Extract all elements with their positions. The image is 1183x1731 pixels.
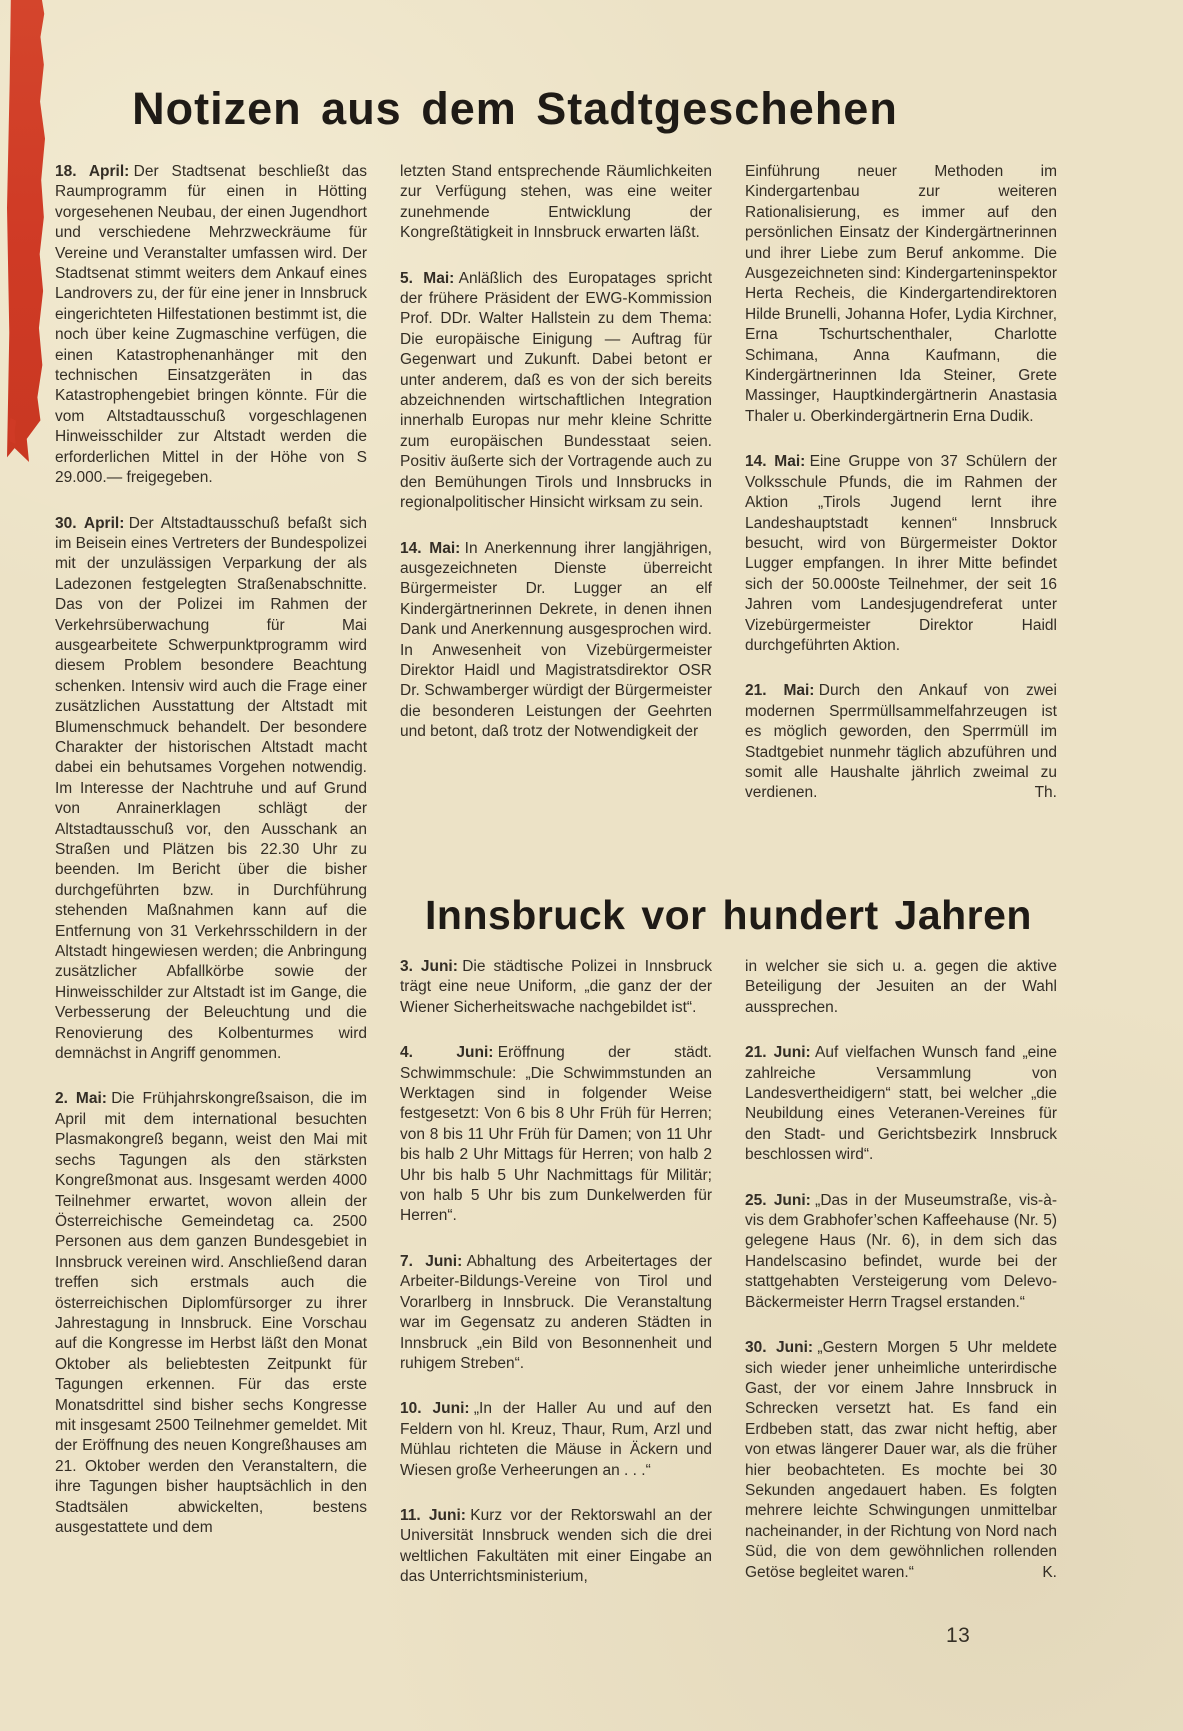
author-initials: Th. bbox=[1034, 784, 1057, 802]
news-item-continuation bbox=[745, 957, 1057, 1018]
news-item-text: In Anerkennung ihrer langjährigen, ausgezeichneten Dienste überreicht Bürgermeister Dr. Lugger an elf Kindergärtnerinnen Dekrete, in denen ihnen Dank und Anerkennung ausgesprochen wird. In Anwesenheit von Vizebürgermeister Direktor Haidl und Magistratsdirektor OSR Dr. Schwamberger würdigt der Bürgermeister die besonderen Leistungen der Geehrten und betont, daß trotz der Notwendigkeit der bbox=[400, 539, 712, 741]
section-title-stadtgeschehen: Notizen aus dem Stadtgeschehen bbox=[132, 83, 898, 134]
page-number: 13 bbox=[946, 1624, 971, 1647]
news-item-text: Die Frühjahrskongreßsaison, die im April mit dem international besuchten Plasmakongreß begann, weist den Mai mit sechs Tagungen als den stärksten Kongreßmonat aus. Insgesamt werden 4000 Teilnehmer erwartet, wovon allein der Österreichische Gemeindetag ca. 2500 Personen aus dem ganzen Bundesgebiet in Innsbruck vereinen wird. Anschließend daran treffen sich erstmals auch die österreichischen Diplomfürsorger zu ihrer Jahrestagung in Innsbruck. Eine Vorschau auf die Kongresse im Herbst läßt den Monat Oktober als beliebtesten Zeitpunkt für Tagungen erkennen. Für das erste Monatsdrittel sind bisher sechs Kongresse mit insgesamt 2500 Teilnehmer gemeldet. Mit der Eröffnung des neuen Kongreßhauses am 21. Oktober werden den Veranstaltern, die ihre Tagungen bisher hauptsächlich in den Stadtsälen abwickelten, bestens ausgestattete und dem bbox=[55, 1090, 368, 1536]
news-item-date: 11. Juni: bbox=[400, 1506, 466, 1524]
news-item-text: Anläßlich des Europatages spricht der frühere Präsident der EWG-Kommission Prof. DDr. Walter Hallstein zu dem Thema: Die europäische Einigung — Auftrag für Gegenwart und Zukunft. Dabei betont er unter anderem, daß es von der sich bereits abzeichnenden wirtschaftlichen Integration innerhalb Europas nur mehr kleine Schritte zum europäischen Bundesstaat seien. Positiv äußerte sich der Vortragende auch zu den Bemühungen Tirols und Innsbrucks in regionalpolitischer Hinsicht wirksam zu sein. bbox=[400, 269, 712, 512]
news-item-11-juni bbox=[400, 1506, 712, 1588]
column-1-stadtgeschehen bbox=[55, 162, 367, 1538]
news-item-30-juni bbox=[745, 1338, 1057, 1583]
news-item-21-mai bbox=[745, 681, 1057, 803]
news-item-date: 21. Juni: bbox=[745, 1044, 811, 1062]
news-item-text: Einführung neuer Methoden im Kindergartenbau zur weiteren Rationalisierung, es immer auf den persönlichen Einsatz der Kindergärtnerinnen und ihrer Liebe zum Beruf ankomme. Die Ausgezeichneten sind: Kindergarteninspektor Herta Recheis, die Kindergartendirektoren Hilde Brunelli, Johanna Hofer, Lydia Kirchner, Erna Tschurtschenthaler, Charlotte Schimana, Anna Kaufmann, die Kindergärtnerinnen Ida Steiner, Grete Massinger, Hauptkindergärtnerin Anastasia Thaler u. Oberkindergärtnerin Erna Dudik. bbox=[745, 163, 1057, 425]
section-title-hundert-jahren: Innsbruck vor hundert Jahren bbox=[425, 892, 1032, 938]
news-item-date: 14. Mai: bbox=[400, 539, 461, 557]
news-item-date: 25. Juni: bbox=[745, 1191, 811, 1209]
column-2-stadtgeschehen bbox=[400, 162, 712, 743]
news-item-text: Der Stadtsenat beschließt das Raumprogramm für einen in Hötting vorgesehenen Neubau, der einen Jugendhort und verschiedene Mehrzweckräume für Vereine und Veranstalter umfassen wird. Der Stadtsenat stimmt weiters dem Ankauf eines Landrovers zu, der für eine jener in Innsbruck eingerichteten Hilfestationen bestimmt ist, die noch über keine Zugmaschine verfügen, die einen Katastrophenanhänger mit den technischen Einsatzgeräten in das Katastrophengebiet bringen könnte. Für die vom Altstadtausschuß vorgeschlagenen Hinweisschilder zur Altstadt werden die erforderlichen Mittel in der Höhe von S 29.000.— freigegeben. bbox=[55, 163, 368, 487]
news-item-3-juni bbox=[400, 957, 712, 1018]
column-2-hundert-jahren bbox=[400, 957, 712, 1588]
news-item-14-mai-schueler bbox=[745, 452, 1057, 656]
author-initials: K. bbox=[1042, 1563, 1057, 1581]
column-3-hundert-jahren bbox=[745, 957, 1057, 1583]
news-item-30-april bbox=[55, 514, 367, 1065]
news-item-date: 3. Juni: bbox=[400, 958, 458, 975]
news-item-text: Kurz vor der Rektorswahl an der Universität Innsbruck wenden sich die drei weltlichen Fakultäten mit einer Eingabe an das Unterrichtsministerium, bbox=[400, 1506, 712, 1586]
column-3-stadtgeschehen bbox=[745, 162, 1057, 804]
news-item-18-april bbox=[55, 162, 367, 489]
news-item-14-mai bbox=[400, 539, 712, 743]
news-item-text: Der Altstadtausschuß befaßt sich im Beisein eines Vertreters der Bundespolizei mit der unzulässigen Verparkung der als Ladezonen festgelegten Straßenabschnitte. Das von der Polizei im Rahmen der Verkehrsüberwachung für Mai ausgearbeitete Schwerpunktprogramm wird diesem Problem besondere Beachtung schenken. Intensiv wird auch die Frage einer zusätzlichen Ausstattung der Altstadt mit Blumenschmuck behandelt. Der besondere Charakter der historischen Altstadt macht dabei ein behutsames Vorgehen notwendig. Im Interesse der Nachtruhe und auf Grund von Anrainerklagen schlägt der Altstadtausschuß vor, den Ausschank an Straßen und Plätzen bis 22.30 Uhr zu beenden. Im Bericht über die bisher durchgeführten bzw. in Durchführung stehenden Maßnahmen kann auf die Entfernung von 31 Verkehrsschildern in der Altstadt hingewiesen werden; die Anbringung zusätzlicher Abfallkörbe sowie der Hinweisschilder zur Altstadt ist im Gange, die Verbesserung der Beleuchtung und die Renovierung des Kolbenturmes wird demnächst in Angriff genommen. bbox=[55, 514, 368, 1063]
news-item-date: 7. Juni: bbox=[400, 1252, 463, 1270]
news-item-text: Die städtische Polizei in Innsbruck trägt eine neue Uniform, „die ganz der der Wiener Sicherheitswache nachgebildet ist“. bbox=[400, 958, 712, 1016]
news-item-date: 30. April: bbox=[55, 514, 125, 532]
news-item-10-juni bbox=[400, 1399, 712, 1481]
news-item-25-juni bbox=[745, 1191, 1057, 1313]
news-item-text: Durch den Ankauf von zwei modernen Sperrmüllsammelfahrzeugen ist es möglich geworden, den Sperrmüll im Stadtgebiet nunmehr täglich abzuführen und somit alle Haushalte jährlich zweimal zu verdienen. bbox=[745, 682, 1057, 802]
news-item-date: 30. Juni: bbox=[745, 1339, 814, 1357]
news-item-text: „Das in der Museumstraße, vis-à-vis dem Grabhofer’schen Kaffeehause (Nr. 5) gelegene Haus (Nr. 6), in dem sich das Handelscasino befindet, wurde bei der stattgehabten Versteigerung vom Delevo-Bäckermeister Herrn Tragsel erstanden.“ bbox=[745, 1191, 1057, 1311]
news-item-text: „In der Haller Au und auf den Feldern von hl. Kreuz, Thaur, Rum, Arzl und Mühlau richteten die Mäuse in Äckern und Wiesen große Verheerungen an . . .“ bbox=[400, 1400, 712, 1479]
news-item-date: 21. Mai: bbox=[745, 682, 815, 700]
news-item-date: 2. Mai: bbox=[55, 1090, 107, 1108]
news-item-date: 14. Mai: bbox=[745, 453, 806, 471]
torn-red-paper-strip bbox=[7, 0, 45, 462]
news-item-text: Auf vielfachen Wunsch fand „eine zahlreiche Versammlung von Landesvertheidigern“ statt, bei welcher „die Neubildung eines Veteranen-Vereines für den Stadt- und Gerichtsbezirk Innsbruck beschlossen wird“. bbox=[745, 1044, 1057, 1164]
news-item-text: Abhaltung des Arbeitertages der Arbeiter-Bildungs-Vereine von Tirol und Vorarlberg in Innsbruck. Die Veranstaltung war im Gegensatz zu anderen Städten in Innsbruck „ein Bild von Besonnenheit und ruhigem Streben“. bbox=[400, 1252, 712, 1372]
news-item-21-juni bbox=[745, 1043, 1057, 1165]
news-item-date: 18. April: bbox=[55, 163, 130, 180]
news-item-text: in welcher sie sich u. a. gegen die aktive Beteiligung der Jesuiten an der Wahl aussprechen. bbox=[745, 958, 1057, 1016]
news-item-7-juni bbox=[400, 1252, 712, 1374]
news-item-text: „Gestern Morgen 5 Uhr meldete sich wieder jener unheimliche unterirdische Gast, der vor einem Jahre Innsbruck in Schrecken versetzt hat. Es fand ein Erdbeben statt, das zwar nicht heftig, aber von etwas längerer Dauer war, als die früher hier beobachteten. Es mochte bei 30 Sekunden angedauert haben. Es folgten mehrere leichte Schwingungen unmittelbar nacheinander, in der Richtung von Nord nach Süd, die von dem gewöhnlichen rollenden Getöse begleitet waren.“ bbox=[745, 1339, 1057, 1581]
news-item-date: 5. Mai: bbox=[400, 269, 455, 287]
news-item-continuation bbox=[400, 162, 712, 244]
news-item-text: Eine Gruppe von 37 Schülern der Volksschule Pfunds, die im Rahmen der Aktion „Tirols Jugend lernt ihre Landeshauptstadt kennen“ Innsbruck besucht, wird von Bürgermeister Doktor Lugger empfangen. In ihrer Mitte befindet sich der 50.000ste Teilnehmer, der seit 16 Jahren vom Landesjugendreferat unter Vizebürgermeister Direktor Haidl durchgeführten Aktion. bbox=[745, 453, 1057, 654]
news-item-4-juni bbox=[400, 1043, 712, 1227]
news-item-continuation bbox=[745, 162, 1057, 427]
news-item-5-mai bbox=[400, 269, 712, 514]
news-item-text: Eröffnung der städt. Schwimmschule: „Die Schwimmstunden an Werktagen sind in folgender Weise festgesetzt: Von 6 bis 8 Uhr Früh für Herren; von 8 bis 11 Uhr Früh für Damen; von 11 Uhr bis halb 2 Uhr Mittags für Herren; von halb 2 Uhr bis halb 5 Uhr Nachmittags für Militär; von halb 5 Uhr bis zum Dunkelwerden für Herren“. bbox=[400, 1044, 712, 1225]
news-item-date: 10. Juni: bbox=[400, 1400, 470, 1418]
news-item-2-mai bbox=[55, 1089, 367, 1538]
news-item-date: 4. Juni: bbox=[400, 1044, 494, 1062]
news-item-text: letzten Stand entsprechende Räumlichkeiten zur Verfügung stehen, was eine weiter zunehmende Entwicklung der Kongreßtätigkeit in Innsbruck erwarten läßt. bbox=[400, 163, 712, 242]
